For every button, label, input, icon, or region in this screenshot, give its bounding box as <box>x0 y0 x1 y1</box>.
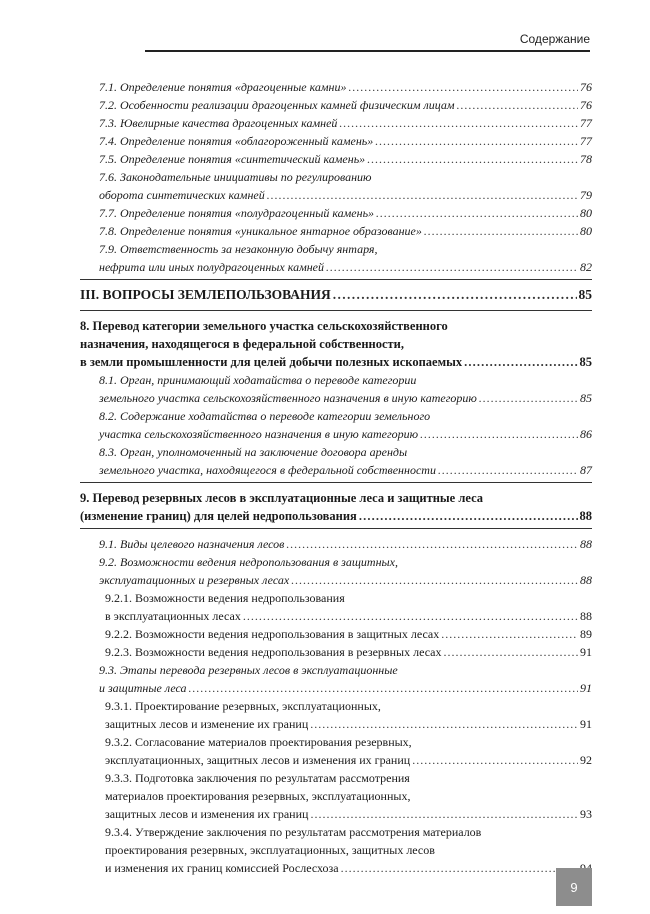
toc-entry-e73[interactable] <box>80 114 592 132</box>
toc-entry-text: эксплуатационных, защитных лесов и изменения их границ <box>105 753 411 767</box>
dot-leader <box>479 389 578 407</box>
toc-page-number: 88 <box>579 509 592 523</box>
toc-entry-text: 9.3.1. Проектирование резервных, эксплуатационных, <box>105 699 381 713</box>
toc-page-number: 86 <box>580 427 592 441</box>
toc-entry-text: (изменение границ) для целей недропользования <box>80 509 357 523</box>
toc-entry-e72[interactable] <box>80 96 592 114</box>
dot-leader <box>376 204 578 222</box>
page-number: 9 <box>556 868 592 906</box>
toc-entry-text: оборота синтетических камней <box>99 188 265 202</box>
toc-entry-text: 9.2.1. Возможности ведения недропользования <box>105 591 345 605</box>
toc-page-number: 80 <box>580 224 592 238</box>
toc-entry-text: 7.3. Ювелирные качества драгоценных камней <box>99 116 338 130</box>
toc-entry-text: эксплуатационных и резервных лесах <box>99 573 290 587</box>
toc-entry-text: защитных лесов и изменение их границ <box>105 717 309 731</box>
dot-leader <box>444 643 579 661</box>
toc-page-number: 85 <box>579 355 592 369</box>
section-divider <box>80 482 592 483</box>
table-of-contents <box>80 78 592 877</box>
toc-page-number: 77 <box>580 116 592 130</box>
toc-entry-e75[interactable] <box>80 150 592 168</box>
toc-entry-text: 7.6. Законодательные инициативы по регулированию <box>99 170 372 184</box>
toc-entry-text: 9.1. Виды целевого назначения лесов <box>99 537 285 551</box>
dot-leader <box>333 286 577 304</box>
toc-entry-e83[interactable] <box>80 443 592 479</box>
toc-page-number: 76 <box>580 98 592 112</box>
toc-entry-e921[interactable] <box>80 589 592 625</box>
toc-entry-e933[interactable] <box>80 769 592 823</box>
toc-page-number: 88 <box>580 537 592 551</box>
dot-leader <box>339 114 578 132</box>
toc-entry-e923[interactable] <box>80 643 592 661</box>
toc-page-number: 77 <box>580 134 592 148</box>
dot-leader <box>326 258 578 276</box>
toc-entry-text: в эксплуатационных лесах <box>105 609 241 623</box>
toc-entry-text: участка сельскохозяйственного назначения в иную категорию <box>99 427 419 441</box>
toc-entry-text: 8.2. Содержание ходатайства о переводе категории земельного <box>99 409 431 423</box>
dot-leader <box>420 425 578 443</box>
toc-entry-text: 9.3.2. Согласование материалов проектирования резервных, <box>105 735 412 749</box>
dot-leader <box>424 222 578 240</box>
dot-leader <box>243 607 578 625</box>
toc-entry-text: 9. Перевод резервных лесов в эксплуатационные леса и защитные леса <box>80 491 484 505</box>
toc-entry-e78[interactable] <box>80 222 592 240</box>
toc-entry-text: назначения, находящегося в федеральной собственности, <box>80 337 404 351</box>
toc-entry-text: земельного участка, находящегося в федеральной собственности <box>99 463 436 477</box>
toc-entry-text: проектирования резервных, эксплуатационных, защитных лесов <box>105 843 435 857</box>
toc-entry-text: III. ВОПРОСЫ ЗЕМЛЕПОЛЬЗОВАНИЯ <box>80 287 331 302</box>
toc-entry-e76[interactable] <box>80 168 592 204</box>
toc-entry-text: 7.1. Определение понятия «драгоценные камни» <box>99 80 347 94</box>
toc-entry-text: 7.8. Определение понятия «уникальное янтарное образование» <box>99 224 422 238</box>
toc-entry-e82[interactable] <box>80 407 592 443</box>
toc-entry-text: 7.9. Ответственность за незаконную добычу янтаря, <box>99 242 378 256</box>
toc-entry-text: 9.2.2. Возможности ведения недропользования в защитных лесах <box>105 627 440 641</box>
toc-entry-text: в земли промышленности для целей добычи полезных ископаемых <box>80 355 463 369</box>
toc-entry-e71[interactable] <box>80 78 592 96</box>
section-divider <box>80 310 592 311</box>
dot-leader <box>286 535 578 553</box>
dot-leader <box>457 96 578 114</box>
toc-entry-text: 9.2.3. Возможности ведения недропользования в резервных лесах <box>105 645 442 659</box>
toc-entry-text: 9.3.4. Утверждение заключения по результатам рассмотрения материалов <box>105 825 482 839</box>
toc-entry-e77[interactable] <box>80 204 592 222</box>
toc-entry-text: 8.3. Орган, уполномоченный на заключение договора аренды <box>99 445 408 459</box>
toc-entry-text: 7.5. Определение понятия «синтетический камень» <box>99 152 366 166</box>
toc-page-number: 80 <box>580 206 592 220</box>
toc-page-number: 79 <box>580 188 592 202</box>
toc-entry-text: 7.2. Особенности реализации драгоценных камней физическим лицам <box>99 98 455 112</box>
toc-entry-e932[interactable] <box>80 733 592 769</box>
header-rule <box>145 50 590 52</box>
toc-entry-e91[interactable] <box>80 535 592 553</box>
toc-entry-p3[interactable] <box>80 286 592 304</box>
toc-entry-e92[interactable] <box>80 553 592 589</box>
dot-leader <box>367 150 578 168</box>
dot-leader <box>291 571 578 589</box>
toc-entry-text: земельного участка сельскохозяйственного назначения в иную категорию <box>99 391 477 405</box>
toc-page-number: 91 <box>580 717 592 731</box>
toc-entry-text: нефрита или иных полудрагоценных камней <box>99 260 325 274</box>
toc-page-number: 93 <box>580 807 592 821</box>
toc-entry-e81[interactable] <box>80 371 592 407</box>
toc-entry-text: 8. Перевод категории земельного участка сельскохозяйственного <box>80 319 448 333</box>
toc-page-number: 88 <box>580 609 592 623</box>
toc-page-number: 89 <box>580 627 592 641</box>
dot-leader <box>189 679 578 697</box>
toc-entry-text: 7.4. Определение понятия «облагороженный камень» <box>99 134 374 148</box>
dot-leader <box>464 353 577 371</box>
running-header-title: Содержание <box>519 32 590 46</box>
dot-leader <box>438 461 578 479</box>
toc-entry-e79[interactable] <box>80 240 592 276</box>
dot-leader <box>359 507 578 525</box>
toc-page-number: 78 <box>580 152 592 166</box>
toc-page-number: 85 <box>580 391 592 405</box>
toc-entry-text: 9.3. Этапы перевода резервных лесов в эксплуатационные <box>99 663 398 677</box>
toc-page-number: 91 <box>580 681 592 695</box>
dot-leader <box>441 625 578 643</box>
toc-entry-e931[interactable] <box>80 697 592 733</box>
toc-entry-text: 9.3.3. Подготовка заключения по результатам рассмотрения <box>105 771 410 785</box>
toc-page-number: 76 <box>580 80 592 94</box>
toc-entry-text: 8.1. Орган, принимающий ходатайства о переводе категории <box>99 373 417 387</box>
toc-entry-e93[interactable] <box>80 661 592 697</box>
toc-entry-text: 9.2. Возможности ведения недропользования в защитных, <box>99 555 398 569</box>
toc-page-number: 82 <box>580 260 592 274</box>
dot-leader <box>341 859 578 877</box>
toc-entry-text: 7.7. Определение понятия «полудрагоценный камень» <box>99 206 375 220</box>
dot-leader <box>267 186 578 204</box>
toc-page-number: 87 <box>580 463 592 477</box>
section-divider <box>80 528 592 529</box>
toc-entry-e922[interactable] <box>80 625 592 643</box>
toc-entry-c8[interactable] <box>80 317 592 371</box>
toc-page-number: 92 <box>580 753 592 767</box>
toc-entry-text: и защитные леса <box>99 681 187 695</box>
toc-page-number: 85 <box>578 287 592 302</box>
section-divider <box>80 279 592 280</box>
dot-leader <box>310 715 578 733</box>
dot-leader <box>412 751 578 769</box>
toc-entry-text: защитных лесов и изменения их границ <box>105 807 309 821</box>
dot-leader <box>349 78 578 96</box>
toc-entry-e934[interactable] <box>80 823 592 877</box>
toc-page-number: 88 <box>580 573 592 587</box>
toc-entry-c9[interactable] <box>80 489 592 525</box>
toc-entry-text: и изменения их границ комиссией Рослесхоза <box>105 861 339 875</box>
dot-leader <box>310 805 578 823</box>
toc-entry-e74[interactable] <box>80 132 592 150</box>
dot-leader <box>375 132 578 150</box>
toc-page-number: 91 <box>580 645 592 659</box>
toc-entry-text: материалов проектирования резервных, эксплуатационных, <box>105 789 411 803</box>
